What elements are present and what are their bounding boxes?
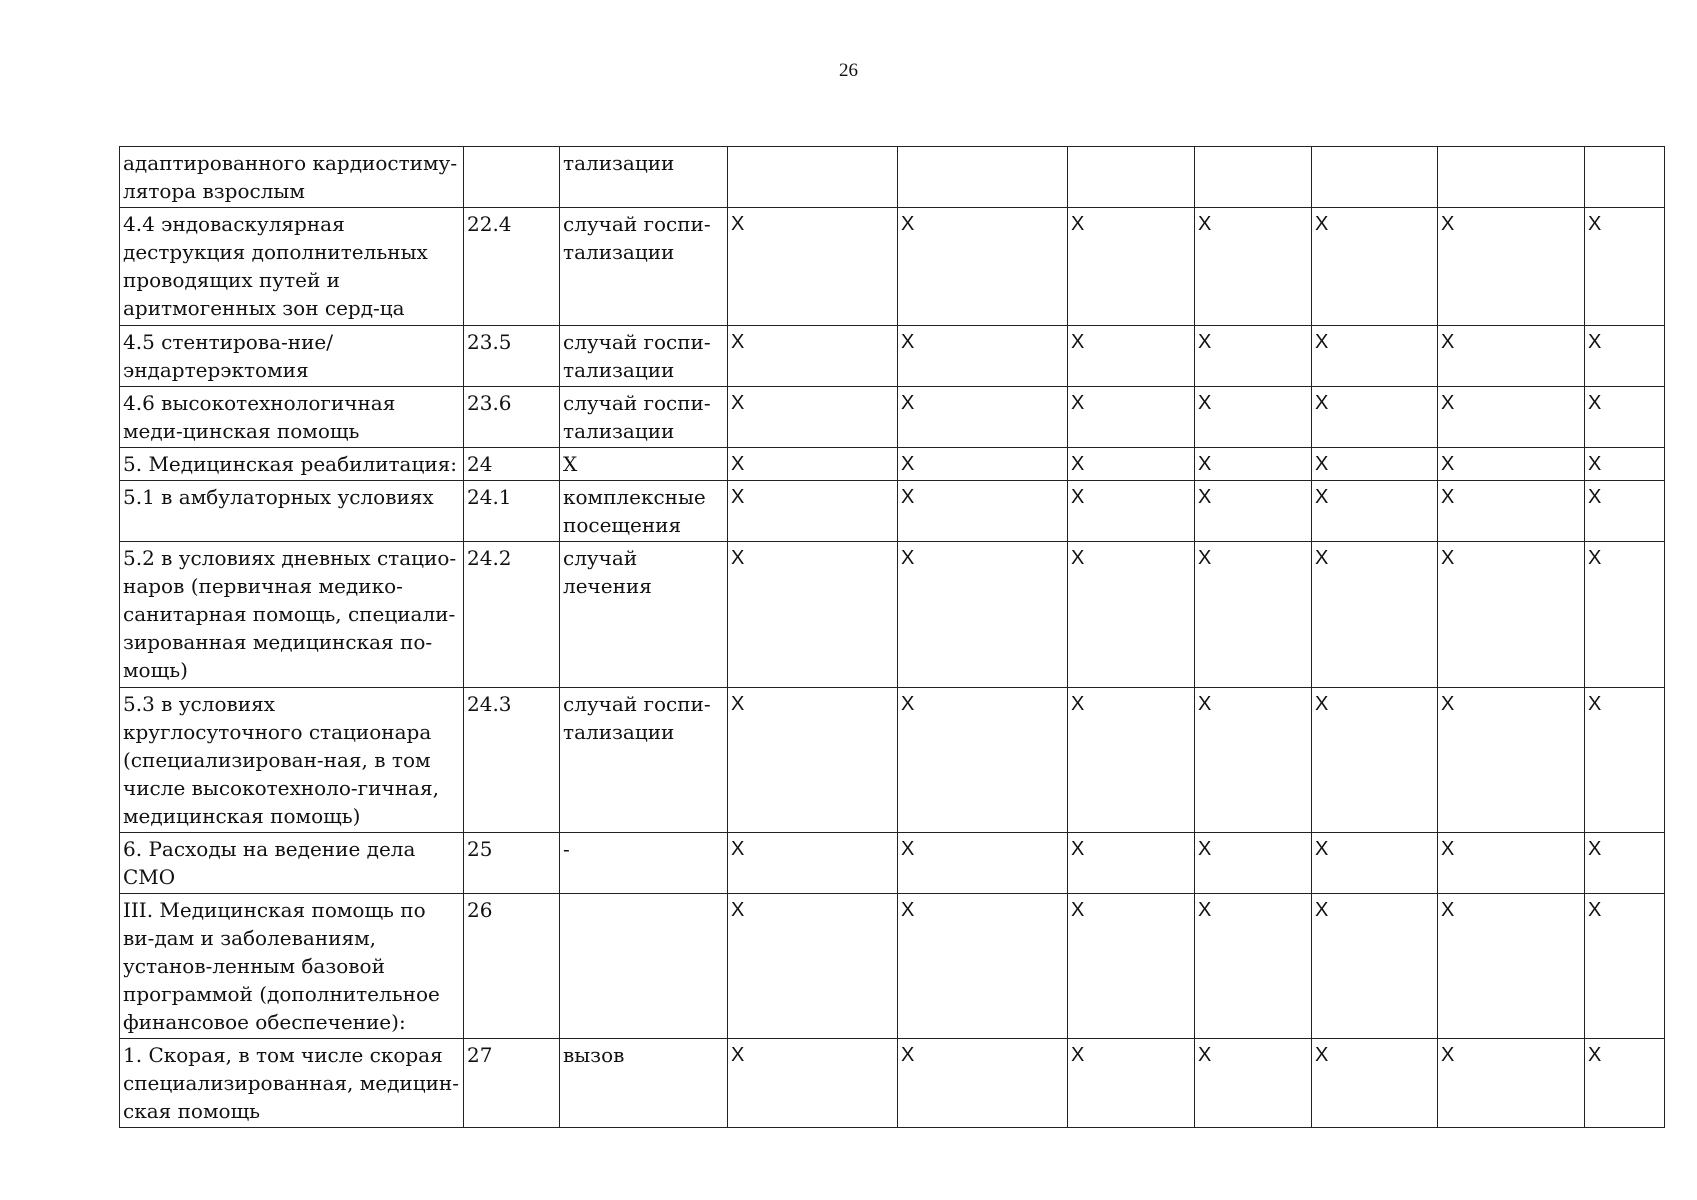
row-unit-cell: тализации bbox=[560, 147, 728, 208]
row-unit-cell: случай госпи-тализации bbox=[560, 387, 728, 448]
row-mark-cell: X bbox=[1438, 833, 1585, 894]
row-mark-cell: X bbox=[1585, 326, 1665, 387]
row-mark-cell: X bbox=[1068, 481, 1195, 542]
table-row bbox=[120, 208, 1665, 326]
row-mark-cell: X bbox=[728, 833, 898, 894]
row-mark-cell: X bbox=[1195, 833, 1312, 894]
row-mark-cell: X bbox=[1068, 387, 1195, 448]
row-mark-cell: X bbox=[1438, 326, 1585, 387]
row-unit-cell bbox=[560, 894, 728, 1039]
row-unit-cell: комплексные посещения bbox=[560, 481, 728, 542]
row-mark-cell: X bbox=[1438, 387, 1585, 448]
row-mark-cell: X bbox=[1195, 387, 1312, 448]
row-mark-cell: X bbox=[898, 833, 1068, 894]
row-mark-cell: X bbox=[728, 688, 898, 833]
table-row bbox=[120, 147, 1665, 208]
row-mark-cell: X bbox=[1438, 481, 1585, 542]
row-mark-cell bbox=[898, 147, 1068, 208]
row-mark-cell: X bbox=[1585, 448, 1665, 481]
row-mark-cell: X bbox=[1585, 481, 1665, 542]
row-mark-cell: X bbox=[1312, 448, 1438, 481]
row-mark-cell: X bbox=[728, 542, 898, 688]
row-mark-cell: X bbox=[1312, 481, 1438, 542]
row-mark-cell bbox=[1585, 147, 1665, 208]
row-name-cell: 4.5 стентирова-ние/эндартерэктомия bbox=[120, 326, 464, 387]
row-name-cell: 5.2 в условиях дневных стацио-наров (первичная медико-санитарная помощь, специали-зированная медицинская по-мощь) bbox=[120, 542, 464, 688]
row-mark-cell: X bbox=[728, 208, 898, 326]
row-mark-cell: X bbox=[1312, 894, 1438, 1039]
row-mark-cell: X bbox=[1312, 833, 1438, 894]
row-mark-cell: X bbox=[1438, 894, 1585, 1039]
table-body bbox=[120, 147, 1665, 1128]
row-name-cell: 5. Медицинская реабилитация: bbox=[120, 448, 464, 481]
row-mark-cell bbox=[1068, 147, 1195, 208]
row-mark-cell: X bbox=[898, 448, 1068, 481]
row-unit-cell: случай госпи-тализации bbox=[560, 208, 728, 326]
table-row bbox=[120, 1039, 1665, 1128]
row-code-cell: 26 bbox=[464, 894, 560, 1039]
row-name-cell: 6. Расходы на ведение дела СМО bbox=[120, 833, 464, 894]
row-mark-cell: X bbox=[1068, 1039, 1195, 1128]
row-mark-cell: X bbox=[1585, 208, 1665, 326]
row-code-cell: 27 bbox=[464, 1039, 560, 1128]
table-row bbox=[120, 326, 1665, 387]
row-mark-cell: X bbox=[1068, 833, 1195, 894]
row-mark-cell: X bbox=[728, 326, 898, 387]
row-mark-cell: X bbox=[898, 387, 1068, 448]
row-unit-cell: случай лечения bbox=[560, 542, 728, 688]
row-name-cell: 4.6 высокотехнологичная меди-цинская помощь bbox=[120, 387, 464, 448]
row-mark-cell: X bbox=[898, 326, 1068, 387]
row-mark-cell: X bbox=[1068, 208, 1195, 326]
row-mark-cell: X bbox=[898, 894, 1068, 1039]
row-name-cell: адаптированного кардиостиму-лятора взрослым bbox=[120, 147, 464, 208]
row-mark-cell: X bbox=[898, 481, 1068, 542]
row-mark-cell: X bbox=[1195, 894, 1312, 1039]
row-mark-cell: X bbox=[1195, 688, 1312, 833]
row-code-cell: 24.2 bbox=[464, 542, 560, 688]
row-mark-cell bbox=[728, 147, 898, 208]
row-name-cell: 5.3 в условиях круглосуточного стационара (специализирован-ная, в том числе высокотехноло-гичная, медицинская помощь) bbox=[120, 688, 464, 833]
table-row bbox=[120, 448, 1665, 481]
row-mark-cell: X bbox=[1438, 542, 1585, 688]
row-name-cell: III. Медицинская помощь по ви-дам и заболеваниям, установ-ленным базовой программой (дополнительное финансовое обеспечение): bbox=[120, 894, 464, 1039]
table-row bbox=[120, 481, 1665, 542]
row-mark-cell bbox=[1438, 147, 1585, 208]
row-code-cell: 24.3 bbox=[464, 688, 560, 833]
row-mark-cell: X bbox=[1438, 208, 1585, 326]
table-row bbox=[120, 894, 1665, 1039]
row-mark-cell: X bbox=[1068, 326, 1195, 387]
row-unit-cell: случай госпи-тализации bbox=[560, 688, 728, 833]
row-mark-cell: X bbox=[1068, 448, 1195, 481]
row-mark-cell: X bbox=[728, 1039, 898, 1128]
row-code-cell: 23.5 bbox=[464, 326, 560, 387]
row-mark-cell: X bbox=[1312, 326, 1438, 387]
row-mark-cell: X bbox=[1585, 1039, 1665, 1128]
row-mark-cell: X bbox=[1195, 481, 1312, 542]
row-code-cell: 24.1 bbox=[464, 481, 560, 542]
row-mark-cell: X bbox=[1585, 542, 1665, 688]
row-mark-cell: X bbox=[1585, 688, 1665, 833]
page-number: 26 bbox=[839, 60, 858, 81]
table-row bbox=[120, 387, 1665, 448]
row-unit-cell: - bbox=[560, 833, 728, 894]
row-mark-cell: X bbox=[1068, 542, 1195, 688]
row-mark-cell bbox=[1195, 147, 1312, 208]
row-mark-cell: X bbox=[1585, 894, 1665, 1039]
row-mark-cell: X bbox=[898, 208, 1068, 326]
row-code-cell: 23.6 bbox=[464, 387, 560, 448]
row-mark-cell: X bbox=[1585, 387, 1665, 448]
row-unit-cell: случай госпи-тализации bbox=[560, 326, 728, 387]
row-mark-cell: X bbox=[1195, 326, 1312, 387]
row-mark-cell: X bbox=[728, 448, 898, 481]
row-unit-cell: X bbox=[560, 448, 728, 481]
row-name-cell: 4.4 эндоваскулярная деструкция дополнительных проводящих путей и аритмогенных зон серд-ца bbox=[120, 208, 464, 326]
row-mark-cell: X bbox=[728, 894, 898, 1039]
row-mark-cell: X bbox=[1195, 542, 1312, 688]
table-row bbox=[120, 542, 1665, 688]
row-mark-cell: X bbox=[1195, 448, 1312, 481]
row-name-cell: 5.1 в амбулаторных условиях bbox=[120, 481, 464, 542]
row-code-cell: 25 bbox=[464, 833, 560, 894]
table-row bbox=[120, 688, 1665, 833]
table-row bbox=[120, 833, 1665, 894]
row-code-cell: 22.4 bbox=[464, 208, 560, 326]
row-mark-cell: X bbox=[1312, 1039, 1438, 1128]
row-mark-cell: X bbox=[1068, 894, 1195, 1039]
row-mark-cell: X bbox=[1438, 688, 1585, 833]
row-name-cell: 1. Скорая, в том числе скорая специализированная, медицин-ская помощь bbox=[120, 1039, 464, 1128]
row-code-cell bbox=[464, 147, 560, 208]
row-mark-cell: X bbox=[1312, 688, 1438, 833]
row-mark-cell: X bbox=[1312, 208, 1438, 326]
row-mark-cell: X bbox=[1068, 688, 1195, 833]
row-mark-cell: X bbox=[728, 387, 898, 448]
row-mark-cell: X bbox=[728, 481, 898, 542]
row-mark-cell: X bbox=[1312, 542, 1438, 688]
row-mark-cell: X bbox=[1195, 208, 1312, 326]
document-table bbox=[119, 146, 1665, 1128]
row-mark-cell: X bbox=[898, 1039, 1068, 1128]
row-unit-cell: вызов bbox=[560, 1039, 728, 1128]
row-mark-cell: X bbox=[898, 542, 1068, 688]
row-mark-cell: X bbox=[1195, 1039, 1312, 1128]
row-mark-cell: X bbox=[898, 688, 1068, 833]
row-mark-cell: X bbox=[1438, 448, 1585, 481]
row-mark-cell: X bbox=[1438, 1039, 1585, 1128]
row-mark-cell: X bbox=[1585, 833, 1665, 894]
row-mark-cell bbox=[1312, 147, 1438, 208]
row-code-cell: 24 bbox=[464, 448, 560, 481]
row-mark-cell: X bbox=[1312, 387, 1438, 448]
